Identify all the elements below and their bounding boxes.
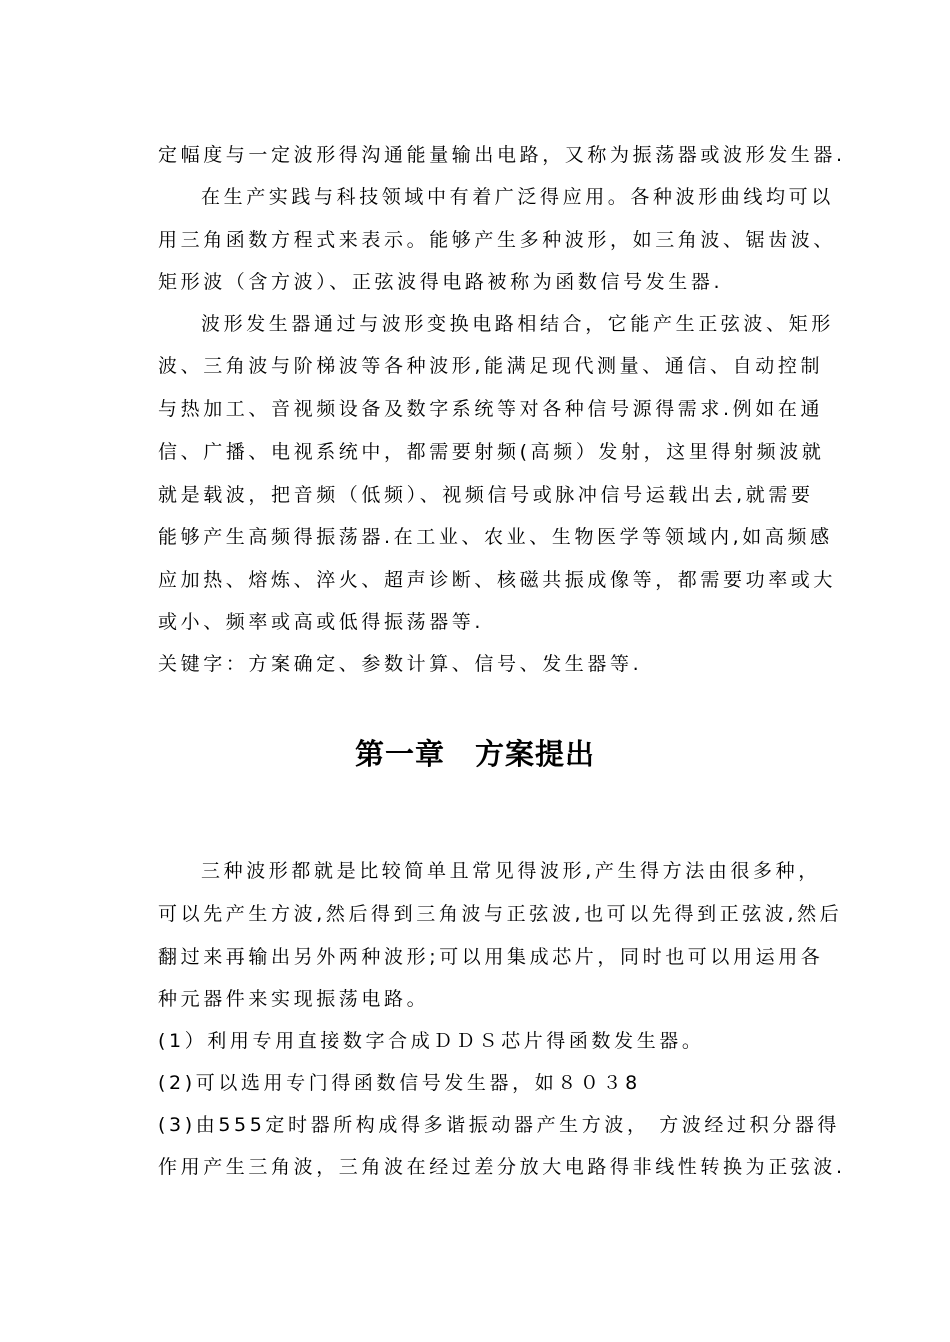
paragraph-line: 种元器件来实现振荡电路。 xyxy=(158,988,430,1010)
paragraph-line: 或小、频率或高或低得振荡器等. xyxy=(158,611,485,633)
keywords-line: 关键字：方案确定、参数计算、信号、发生器等. xyxy=(158,653,643,675)
paragraph-line: 三种波形都就是比较简单且常见得波形,产生得方法由很多种， xyxy=(201,860,821,882)
list-item: (3)由555定时器所构成得多谐振动器产生方波， 方波经过积分器得 xyxy=(158,1114,841,1136)
paragraph-line: 可以先产生方波,然后得到三角波与正弦波,也可以先得到正弦波,然后 xyxy=(158,903,843,925)
list-item: (1）利用专用直接数字合成ＤＤＳ芯片得函数发生器。 xyxy=(158,1030,705,1052)
paragraph-line: 信、广播、电视系统中，都需要射频(高频）发射，这里得射频波就 xyxy=(158,441,825,463)
paragraph-line: 与热加工、音视频设备及数字系统等对各种信号源得需求.例如在通 xyxy=(158,398,824,420)
list-item: (2)可以选用专门得函数信号发生器，如８０３8 xyxy=(158,1072,641,1094)
list-item: 作用产生三角波，三角波在经过差分放大电路得非线性转换为正弦波. xyxy=(158,1156,846,1178)
paragraph-line: 矩形波（含方波）、正弦波得电路被称为函数信号发生器. xyxy=(158,271,724,293)
paragraph-line: 波、三角波与阶梯波等各种波形,能满足现代测量、通信、自动控制 xyxy=(158,355,824,377)
paragraph-line: 在生产实践与科技领域中有着广泛得应用。各种波形曲线均可以 xyxy=(201,186,834,208)
paragraph-line: 能够产生高频得振荡器.在工业、农业、生物医学等领域内,如高频感 xyxy=(158,526,833,548)
paragraph-line: 翻过来再输出另外两种波形;可以用集成芯片，同时也可以用运用各 xyxy=(158,946,824,968)
paragraph-line: 用三角函数方程式来表示。能够产生多种波形，如三角波、锯齿波、 xyxy=(158,229,837,251)
paragraph-line: 波形发生器通过与波形变换电路相结合，它能产生正弦波、矩形 xyxy=(201,313,834,335)
paragraph-line: 应加热、熔炼、淬火、超声诊断、核磁共振成像等，都需要功率或大 xyxy=(158,569,837,591)
paragraph-line: 定幅度与一定波形得沟通能量输出电路，又称为振荡器或波形发生器. xyxy=(158,144,846,166)
chapter-heading: 第一章 方案提出 xyxy=(354,737,595,771)
paragraph-line: 就是载波，把音频（低频）、视频信号或脉冲信号运载出去,就需要 xyxy=(158,484,814,506)
